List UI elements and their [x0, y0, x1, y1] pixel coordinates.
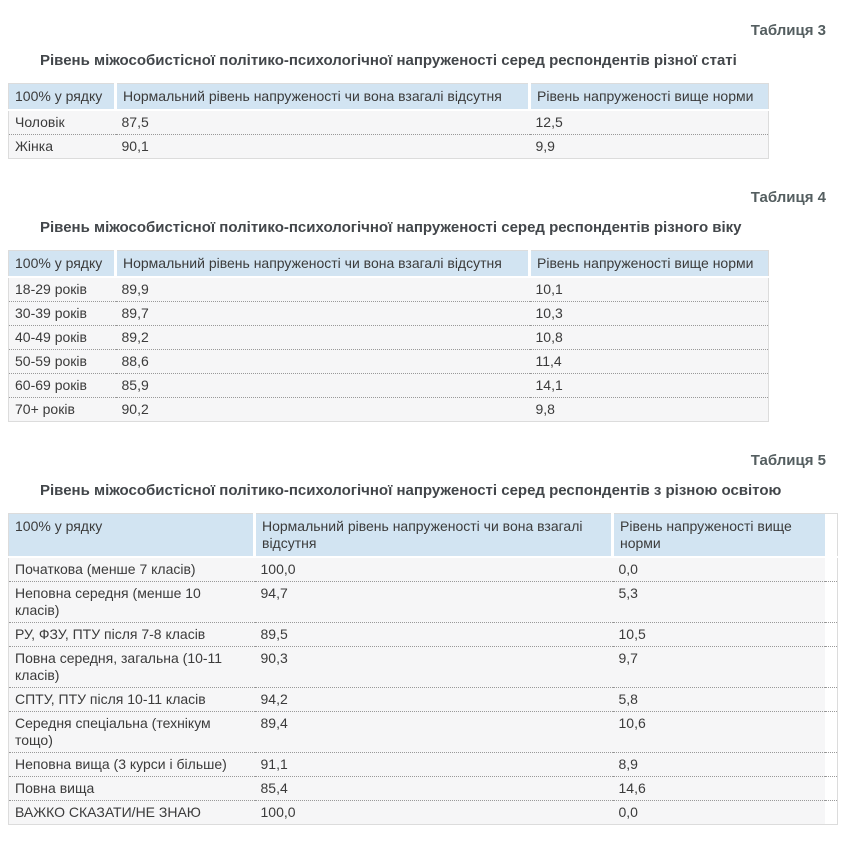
value-cell: 94,2: [255, 688, 613, 712]
table-caption: Таблиця 4: [750, 189, 826, 206]
row-label-cell: 50-59 років: [9, 350, 116, 374]
header-row: [9, 84, 769, 111]
education-tension-table: [8, 513, 838, 825]
column-header: 100% у рядку: [9, 251, 116, 278]
value-cell: 85,9: [116, 374, 530, 398]
value-cell: 10,6: [613, 712, 825, 753]
spacer-cell: [825, 688, 838, 712]
spacer-cell: [825, 582, 838, 623]
value-cell: 5,3: [613, 582, 825, 623]
table-subtitle: Рівень міжособистісної політико-психологічної напруженості серед респондентів з різною освітою: [40, 482, 782, 499]
age-tension-table: [8, 250, 769, 422]
value-cell: 0,0: [613, 801, 825, 825]
row-label-cell: Неповна середня (менше 10 класів): [9, 582, 255, 623]
row-label-cell: Середня спеціальна (технікум тощо): [9, 712, 255, 753]
table-body: [9, 110, 769, 159]
column-header: 100% у рядку: [9, 514, 255, 558]
gender-tension-table: [8, 83, 769, 159]
table-row: [9, 801, 838, 825]
table-row: [9, 302, 769, 326]
value-cell: 5,8: [613, 688, 825, 712]
row-label-cell: Повна середня, загальна (10-11 класів): [9, 647, 255, 688]
spacer-cell: [825, 712, 838, 753]
value-cell: 10,8: [530, 326, 769, 350]
value-cell: 11,4: [530, 350, 769, 374]
column-header: Нормальний рівень напруженості чи вона взагалі відсутня: [116, 84, 530, 111]
value-cell: 87,5: [116, 110, 530, 135]
value-cell: 14,6: [613, 777, 825, 801]
value-cell: 9,7: [613, 647, 825, 688]
value-cell: 10,3: [530, 302, 769, 326]
table-row: [9, 647, 838, 688]
value-cell: 100,0: [255, 801, 613, 825]
spacer-cell: [825, 514, 838, 558]
table-row: [9, 777, 838, 801]
value-cell: 8,9: [613, 753, 825, 777]
table-subtitle: Рівень міжособистісної політико-психологічної напруженості серед респондентів різної статі: [40, 52, 737, 69]
spacer-cell: [825, 753, 838, 777]
table-row: [9, 135, 769, 159]
row-label-cell: 18-29 років: [9, 277, 116, 302]
value-cell: 9,8: [530, 398, 769, 422]
column-header: Нормальний рівень напруженості чи вона взагалі відсутня: [116, 251, 530, 278]
row-label-cell: Початкова (менше 7 класів): [9, 557, 255, 582]
row-label-cell: Повна вища: [9, 777, 255, 801]
column-header: Рівень напруженості вище норми: [530, 251, 769, 278]
column-header: Рівень напруженості вище норми: [530, 84, 769, 111]
table-subtitle: Рівень міжособистісної політико-психологічної напруженості серед респондентів різного віку: [40, 219, 742, 236]
table-row: [9, 712, 838, 753]
article-content: [0, 22, 843, 839]
spacer-cell: [825, 777, 838, 801]
value-cell: 100,0: [255, 557, 613, 582]
table-row: [9, 326, 769, 350]
value-cell: 14,1: [530, 374, 769, 398]
table-row: [9, 374, 769, 398]
section-table-3: [8, 22, 826, 159]
value-cell: 85,4: [255, 777, 613, 801]
row-label-cell: 70+ років: [9, 398, 116, 422]
value-cell: 10,5: [613, 623, 825, 647]
table-head: [9, 514, 838, 558]
table-caption: Таблиця 5: [750, 452, 826, 469]
value-cell: 89,9: [116, 277, 530, 302]
row-label-cell: ВАЖКО СКАЗАТИ/НЕ ЗНАЮ: [9, 801, 255, 825]
section-table-5: [8, 452, 826, 825]
table-row: [9, 557, 838, 582]
column-header: Нормальний рівень напруженості чи вона взагалі відсутня: [255, 514, 613, 558]
value-cell: 90,1: [116, 135, 530, 159]
row-label-cell: Жінка: [9, 135, 116, 159]
table-row: [9, 688, 838, 712]
spacer-cell: [825, 801, 838, 825]
table-row: [9, 398, 769, 422]
value-cell: 94,7: [255, 582, 613, 623]
row-label-cell: 40-49 років: [9, 326, 116, 350]
value-cell: 89,7: [116, 302, 530, 326]
table-row: [9, 623, 838, 647]
value-cell: 91,1: [255, 753, 613, 777]
value-cell: 90,2: [116, 398, 530, 422]
table-row: [9, 277, 769, 302]
column-header: 100% у рядку: [9, 84, 116, 111]
table-row: [9, 350, 769, 374]
value-cell: 0,0: [613, 557, 825, 582]
table-head: [9, 84, 769, 111]
table-row: [9, 110, 769, 135]
row-label-cell: РУ, ФЗУ, ПТУ після 7-8 класів: [9, 623, 255, 647]
row-label-cell: 30-39 років: [9, 302, 116, 326]
table-row: [9, 582, 838, 623]
value-cell: 12,5: [530, 110, 769, 135]
section-table-4: [8, 189, 826, 422]
row-label-cell: Неповна вища (3 курси і більше): [9, 753, 255, 777]
value-cell: 9,9: [530, 135, 769, 159]
row-label-cell: Чоловік: [9, 110, 116, 135]
row-label-cell: 60-69 років: [9, 374, 116, 398]
spacer-cell: [825, 557, 838, 582]
value-cell: 89,4: [255, 712, 613, 753]
value-cell: 89,2: [116, 326, 530, 350]
header-row: [9, 514, 838, 558]
spacer-cell: [825, 623, 838, 647]
value-cell: 89,5: [255, 623, 613, 647]
table-body: [9, 277, 769, 422]
table-head: [9, 251, 769, 278]
table-body: [9, 557, 838, 825]
table-caption: Таблиця 3: [750, 22, 826, 39]
value-cell: 90,3: [255, 647, 613, 688]
value-cell: 10,1: [530, 277, 769, 302]
header-row: [9, 251, 769, 278]
row-label-cell: СПТУ, ПТУ після 10-11 класів: [9, 688, 255, 712]
column-header: Рівень напруженості вище норми: [613, 514, 825, 558]
value-cell: 88,6: [116, 350, 530, 374]
table-row: [9, 753, 838, 777]
spacer-cell: [825, 647, 838, 688]
